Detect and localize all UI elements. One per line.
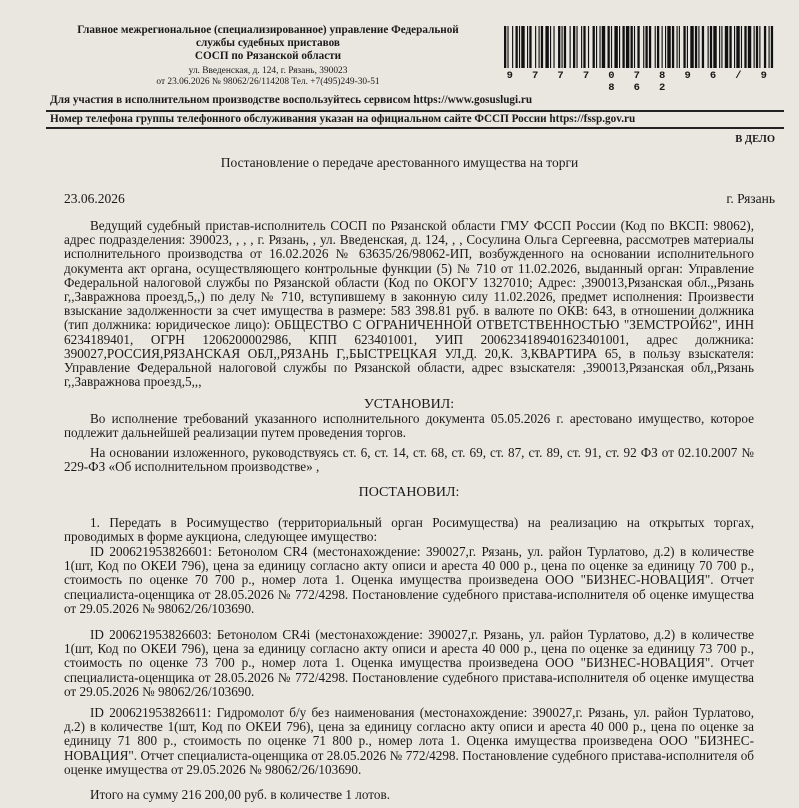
barcode-bar <box>516 26 518 68</box>
property-item-1 <box>64 545 754 616</box>
established-text: Во исполнение требований указанного исполнительного документа 05.05.2026 г. арестовано имущество, которое подлежит дальнейшей реализации путем проведения торгов. <box>64 411 754 441</box>
barcode-bar <box>748 26 751 68</box>
decided-section <box>64 486 754 500</box>
document-date: 23.06.2026 <box>64 191 125 206</box>
basis-paragraph <box>64 446 754 474</box>
barcode-bar <box>764 26 766 68</box>
barcode-bar <box>570 26 571 68</box>
property-item-2-text: ID 200621953826603: Бетонолом CR4i (местонахождение: 390027,г. Рязань, ул. район Турлатово, д.2) в количестве 1(шт, Код по ОКЕИ 796), цена за единицу согласно акту описи и ареста 40 000 р., цена по оценке за единицу 73 700 р., стоимость по оценке 73 700 р., номер лота 1. Оценка имущества произведена ООО "БИЗНЕС-НОВАЦИЯ". Отчет специалиста-оценщика от 28.05.2026 № 772/4298. Постановление судебного пристава-исполнителя об оценке имущества от 29.05.2026 № 98062/26/103690. <box>64 627 754 699</box>
barcode-bar <box>519 26 520 68</box>
barcode-bar <box>535 26 536 68</box>
barcode-bar <box>771 26 773 68</box>
property-item-2 <box>64 628 754 699</box>
agency-name <box>44 24 492 63</box>
established-heading: УСТАНОВИЛ: <box>363 397 455 412</box>
barcode-bar <box>754 26 755 68</box>
property-item-3 <box>64 706 754 777</box>
barcode-bar <box>637 26 639 68</box>
barcode-bar <box>504 26 506 68</box>
barcode-bar <box>599 26 600 68</box>
barcode-bar <box>573 26 575 68</box>
gosuslugi-notice: Для участия в исполнительном производстве воспользуйтесь сервисом https://www.gosuslugi.ru <box>50 94 533 106</box>
agency-line-2: службы судебных приставов <box>196 37 340 49</box>
agency-address <box>44 66 492 87</box>
barcode-bar <box>614 26 617 68</box>
barcode-bar <box>553 26 554 68</box>
address-line-2: от 23.06.2026 № 98062/26/114208 Тел. +7(495)249-30-51 <box>156 76 380 87</box>
barcode-bar <box>741 26 742 68</box>
barcode-bar <box>667 26 670 68</box>
barcode-bar <box>662 26 663 68</box>
phone-notice: Номер телефона группы телефонного обслуживания указан на официальном сайте ФССП России https://fssp.gov.ru <box>50 113 636 125</box>
total-text: Итого на сумму 216 200,00 руб. в количестве 1 лотов. <box>90 787 390 802</box>
barcode-bar <box>677 26 678 68</box>
header-divider-top <box>46 110 784 112</box>
barcode-bar <box>665 26 666 68</box>
point-1-text: 1. Передать в Росимущество (территориальный орган Росимущества) на реализацию на открытых торгах, проводимых в форме аукциона, следующее имущество: <box>64 515 754 545</box>
agency-line-3: СОСП по Рязанской области <box>194 50 342 62</box>
barcode-bar <box>702 26 704 68</box>
barcode-bar <box>581 26 582 68</box>
barcode-bar <box>759 26 760 68</box>
file-stamp: В ДЕЛО <box>735 134 775 145</box>
barcode-bar <box>672 26 674 68</box>
barcode-bar <box>710 26 712 68</box>
barcode-bar <box>527 26 528 68</box>
barcode-bar <box>734 26 735 68</box>
barcode-bar <box>611 26 612 68</box>
established-section <box>64 398 754 441</box>
barcode-bar <box>690 26 693 68</box>
barcode-bar <box>721 26 722 68</box>
barcode-bar <box>576 26 577 68</box>
barcode-bar <box>679 26 680 68</box>
barcode-bar <box>698 26 699 68</box>
barcode-bar <box>643 26 644 68</box>
barcode-bar <box>619 26 620 68</box>
intro-text: Ведущий судебный пристав-исполнитель СОСП по Рязанской области ГМУ ФССП России (Код по ВКСП: 98062), адрес подразделения: 390023, , , , г. Рязань, , ул. Введенская, д. 124, , , Сосулина Ольга Сергеевна, рассмотрев материалы исполнительного производства от 16.02.2026 № 63635/26/98062-ИП, возбужденного на основании исполнительного документа акт органа, осуществляющего контрольные функции (5) № 710 от 11.02.2026, выданный орган: Управление Федеральной налоговой службы по Рязанской области (Код по ОКОГУ 1327010; Адрес: ,390013,Рязанская обл.,,Рязань г,,Завражнова проезд,5,,) по делу № 710, вступившему в законную силу 11.02.2026, предмет исполнения: Произвести взыскание задолженности за счет имущества в размере: 583 398.81 руб. в валюте по ОКВ: 643, в отношении должника (тип должника: юридическое лицо): ОБЩЕСТВО С ОГРАНИЧЕННОЙ ОТВЕТСТВЕННОСТЬЮ "ЗЕМСТРОЙ62", ИНН 6234189401, ОГРН 1206200002986, КПП 623401001, УИП 2006234189401623401001, адрес должника: 390027,РОССИЯ,РЯЗАНСКАЯ ОБЛ,,РЯЗАНЬ Г,,БЫСТРЕЦКАЯ УЛ,Д. 20,К. 3,КВАРТИРА 65, в пользу взыскателя: Управление Федеральной налоговой службы по Рязанской области, адрес взыскателя: ,390013,Рязанская обл,,Рязань г,,Завражнова проезд,5,,, <box>64 218 754 390</box>
property-item-3-text: ID 200621953826611: Гидромолот б/у без наименования (местонахождение: 390027,г. Рязань, ул. район Турлатово, д.2) в количестве 1(шт, Код по ОКЕИ 796), цена за единицу согласно акту описи и ареста 40 000 р., цена по оценке за единицу 71 800 р., стоимость по оценке 71 800 р., номер лота 1. Оценка имущества произведена ООО "БИЗНЕС-НОВАЦИЯ". Отчет специалиста-оценщика от 28.05.2026 № 772/4298. Постановление судебного пристава-исполнителя об оценке имущества от 29.05.2026 № 98062/26/103690. <box>64 705 754 777</box>
barcode-bar <box>529 26 531 68</box>
barcode-bar <box>558 26 560 68</box>
intro-paragraph <box>64 219 754 389</box>
barcode-bar <box>507 26 508 68</box>
barcode-bar <box>687 26 688 68</box>
barcode-bar <box>564 26 566 68</box>
barcode-number: 9 7 7 7 0 7 8 9 6 / 9 8 6 2 <box>506 70 774 94</box>
barcode-bar <box>736 26 739 68</box>
barcode-bar <box>729 26 731 68</box>
barcode-image <box>502 26 778 68</box>
barcode-bar <box>608 26 610 68</box>
barcode-bar <box>593 26 595 68</box>
barcode-bar <box>596 26 597 68</box>
property-item-1-text: ID 200621953826601: Бетонолом CR4 (местонахождение: 390027,г. Рязань, ул. район Турлатово, д.2) в количестве 1(шт, Код по ОКЕИ 796), цена за единицу согласно акту описи и ареста 40 000 р., цена по оценке за единицу 70 700 р., стоимость по оценке 70 700 р., номер лота 1. Оценка имущества произведена ООО "БИЗНЕС-НОВАЦИЯ". Отчет специалиста-оценщика от 28.05.2026 № 772/4298. Постановление судебного пристава-исполнителя об оценке имущества от 29.05.2026 № 98062/26/103690. <box>64 544 754 616</box>
barcode-bar <box>521 26 524 68</box>
barcode-bar <box>539 26 540 68</box>
total-line <box>64 788 754 802</box>
barcode-bar <box>550 26 551 68</box>
barcode-bar <box>725 26 728 68</box>
barcode-bar <box>713 26 716 68</box>
barcode-bar <box>756 26 758 68</box>
barcode-bar <box>626 26 629 68</box>
barcode-bar <box>695 26 697 68</box>
barcode-bar <box>744 26 746 68</box>
barcode-bar <box>562 26 563 68</box>
basis-text: На основании изложенного, руководствуясь ст. 6, ст. 14, ст. 68, ст. 69, ст. 87, ст. 89, ст. 91, ст. 92 ФЗ от 02.10.2007 № 229-ФЗ «Об исполнительном производстве» , <box>64 445 754 475</box>
barcode-bar <box>708 26 709 68</box>
document-city: г. Рязань <box>726 191 775 206</box>
header-divider-bottom <box>46 127 784 129</box>
barcode-bar <box>541 26 543 68</box>
barcode-bar <box>657 26 659 68</box>
barcode-bar <box>622 26 624 68</box>
barcode-bar <box>649 26 651 68</box>
barcode-bar <box>769 26 770 68</box>
barcode-bar <box>655 26 656 68</box>
barcode-bar <box>645 26 647 68</box>
barcode-bar <box>602 26 605 68</box>
decided-heading: ПОСТАНОВИЛ: <box>358 485 460 500</box>
barcode-bar <box>545 26 548 68</box>
barcode-bar <box>634 26 635 68</box>
barcode-bar <box>588 26 589 68</box>
document-title: Постановление о передаче арестованного имущества на торги <box>220 155 579 170</box>
barcode-bar <box>683 26 685 68</box>
barcode-bar <box>512 26 513 68</box>
point-1 <box>64 516 754 544</box>
barcode-bar <box>631 26 633 68</box>
barcode-bar <box>583 26 585 68</box>
barcode-bar <box>719 26 720 68</box>
agency-line-1: Главное межрегиональное (специализированное) управление Федеральной <box>77 24 459 36</box>
address-line-1: ул. Введенская, д. 124, г. Рязань, 390023 <box>188 66 348 76</box>
